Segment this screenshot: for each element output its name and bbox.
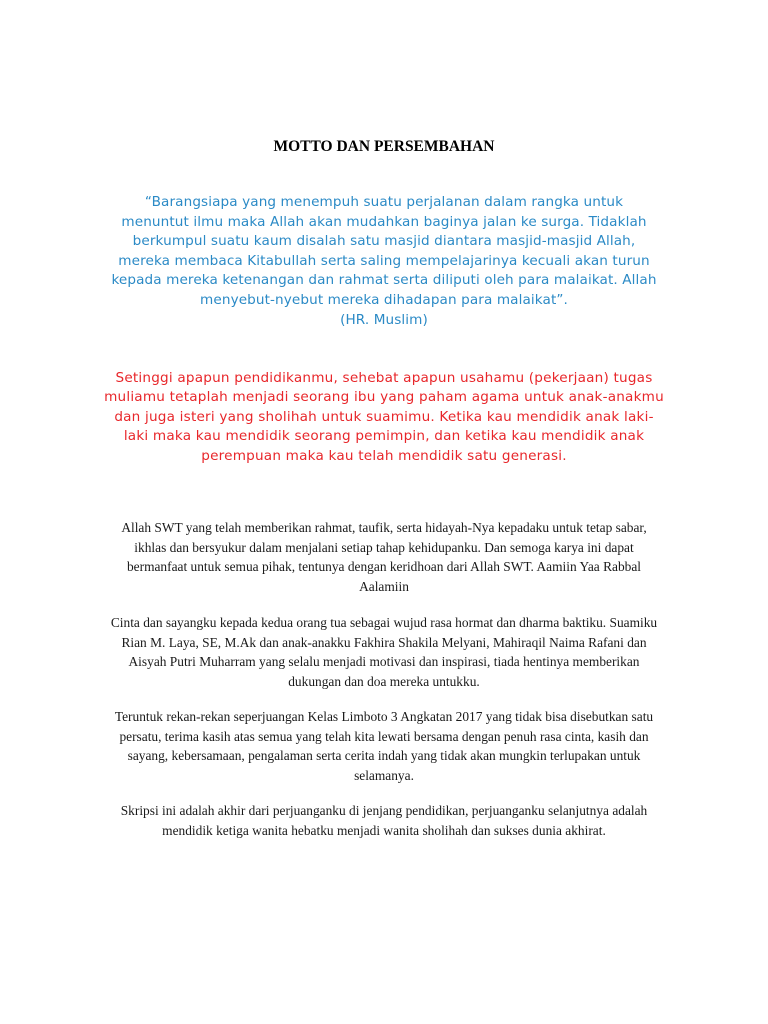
dedication-paragraph-3: Teruntuk rekan-rekan seperjuangan Kelas Limboto 3 Angkatan 2017 yang tidak bisa disebutkan satu persatu, terima kasih atas semua yang telah kita lewati bersama dengan penuh rasa cinta, kasih dan sayang, kebersamaan, pengalaman serta cerita indah yang tidak akan mungkin terlupakan untuk selamanya. bbox=[114, 709, 654, 783]
dedication-paragraph-4: Skripsi ini adalah akhir dari perjuanganku di jenjang pendidikan, perjuanganku selanjutnya adalah mendidik ketiga wanita hebatku menjadi wanita sholihah dan sukses dunia akhirat. bbox=[120, 803, 648, 838]
page-title: MOTTO DAN PERSEMBAHAN bbox=[273, 138, 495, 155]
hadith-source: (HR. Muslim) bbox=[340, 311, 428, 328]
dedication-paragraph-1: Allah SWT yang telah memberikan rahmat, taufik, serta hidayah-Nya kepadaku untuk tetap sabar, ikhlas dan bersyukur dalam menjalani setiap tahap kehidupanku. Dan semoga karya ini dapat bermanfaat untuk semua pihak, tentunya dengan keridhoan dari Allah SWT. Aamiin Yaa Rabbal Aalamiin bbox=[121, 520, 647, 594]
hadith-quote bbox=[110, 193, 658, 330]
hadith-quote-text: “Barangsiapa yang menempuh suatu perjalanan dalam rangka untuk menuntut ilmu maka Allah akan mudahkan baginya jalan ke surga. Tidaklah berkumpul suatu kaum disalah satu masjid diantara masjid-masjid Allah, mereka membaca Kitabullah serta saling mempelajarinya kecuali akan turun kepada mereka ketenangan dan rahmat serta diliputi oleh para malaikat. Allah menyebut-nyebut mereka dihadapan para malaikat”. bbox=[111, 194, 657, 308]
motto-paragraph: Setinggi apapun pendidikanmu, sehebat apapun usahamu (pekerjaan) tugas muliamu tetaplah menjadi seorang ibu yang paham agama untuk anak-anakmu dan juga isteri yang sholihah untuk suamimu. Ketika kau mendidik anak laki-laki maka kau mendidik seorang pemimpin, dan ketika kau mendidik anak perempuan maka kau telah mendidik satu generasi. bbox=[104, 370, 664, 464]
dedication-paragraph-2: Cinta dan sayangku kepada kedua orang tua sebagai wujud rasa hormat dan dharma baktiku. Suamiku Rian M. Laya, SE, M.Ak dan anak-anakku Fakhira Shakila Melyani, Mahiraqil Naima Rafani dan Aisyah Putri Muharram yang selalu menjadi motivasi dan inspirasi, tiada hentinya memberikan dukungan dan doa mereka untukku. bbox=[110, 615, 658, 689]
